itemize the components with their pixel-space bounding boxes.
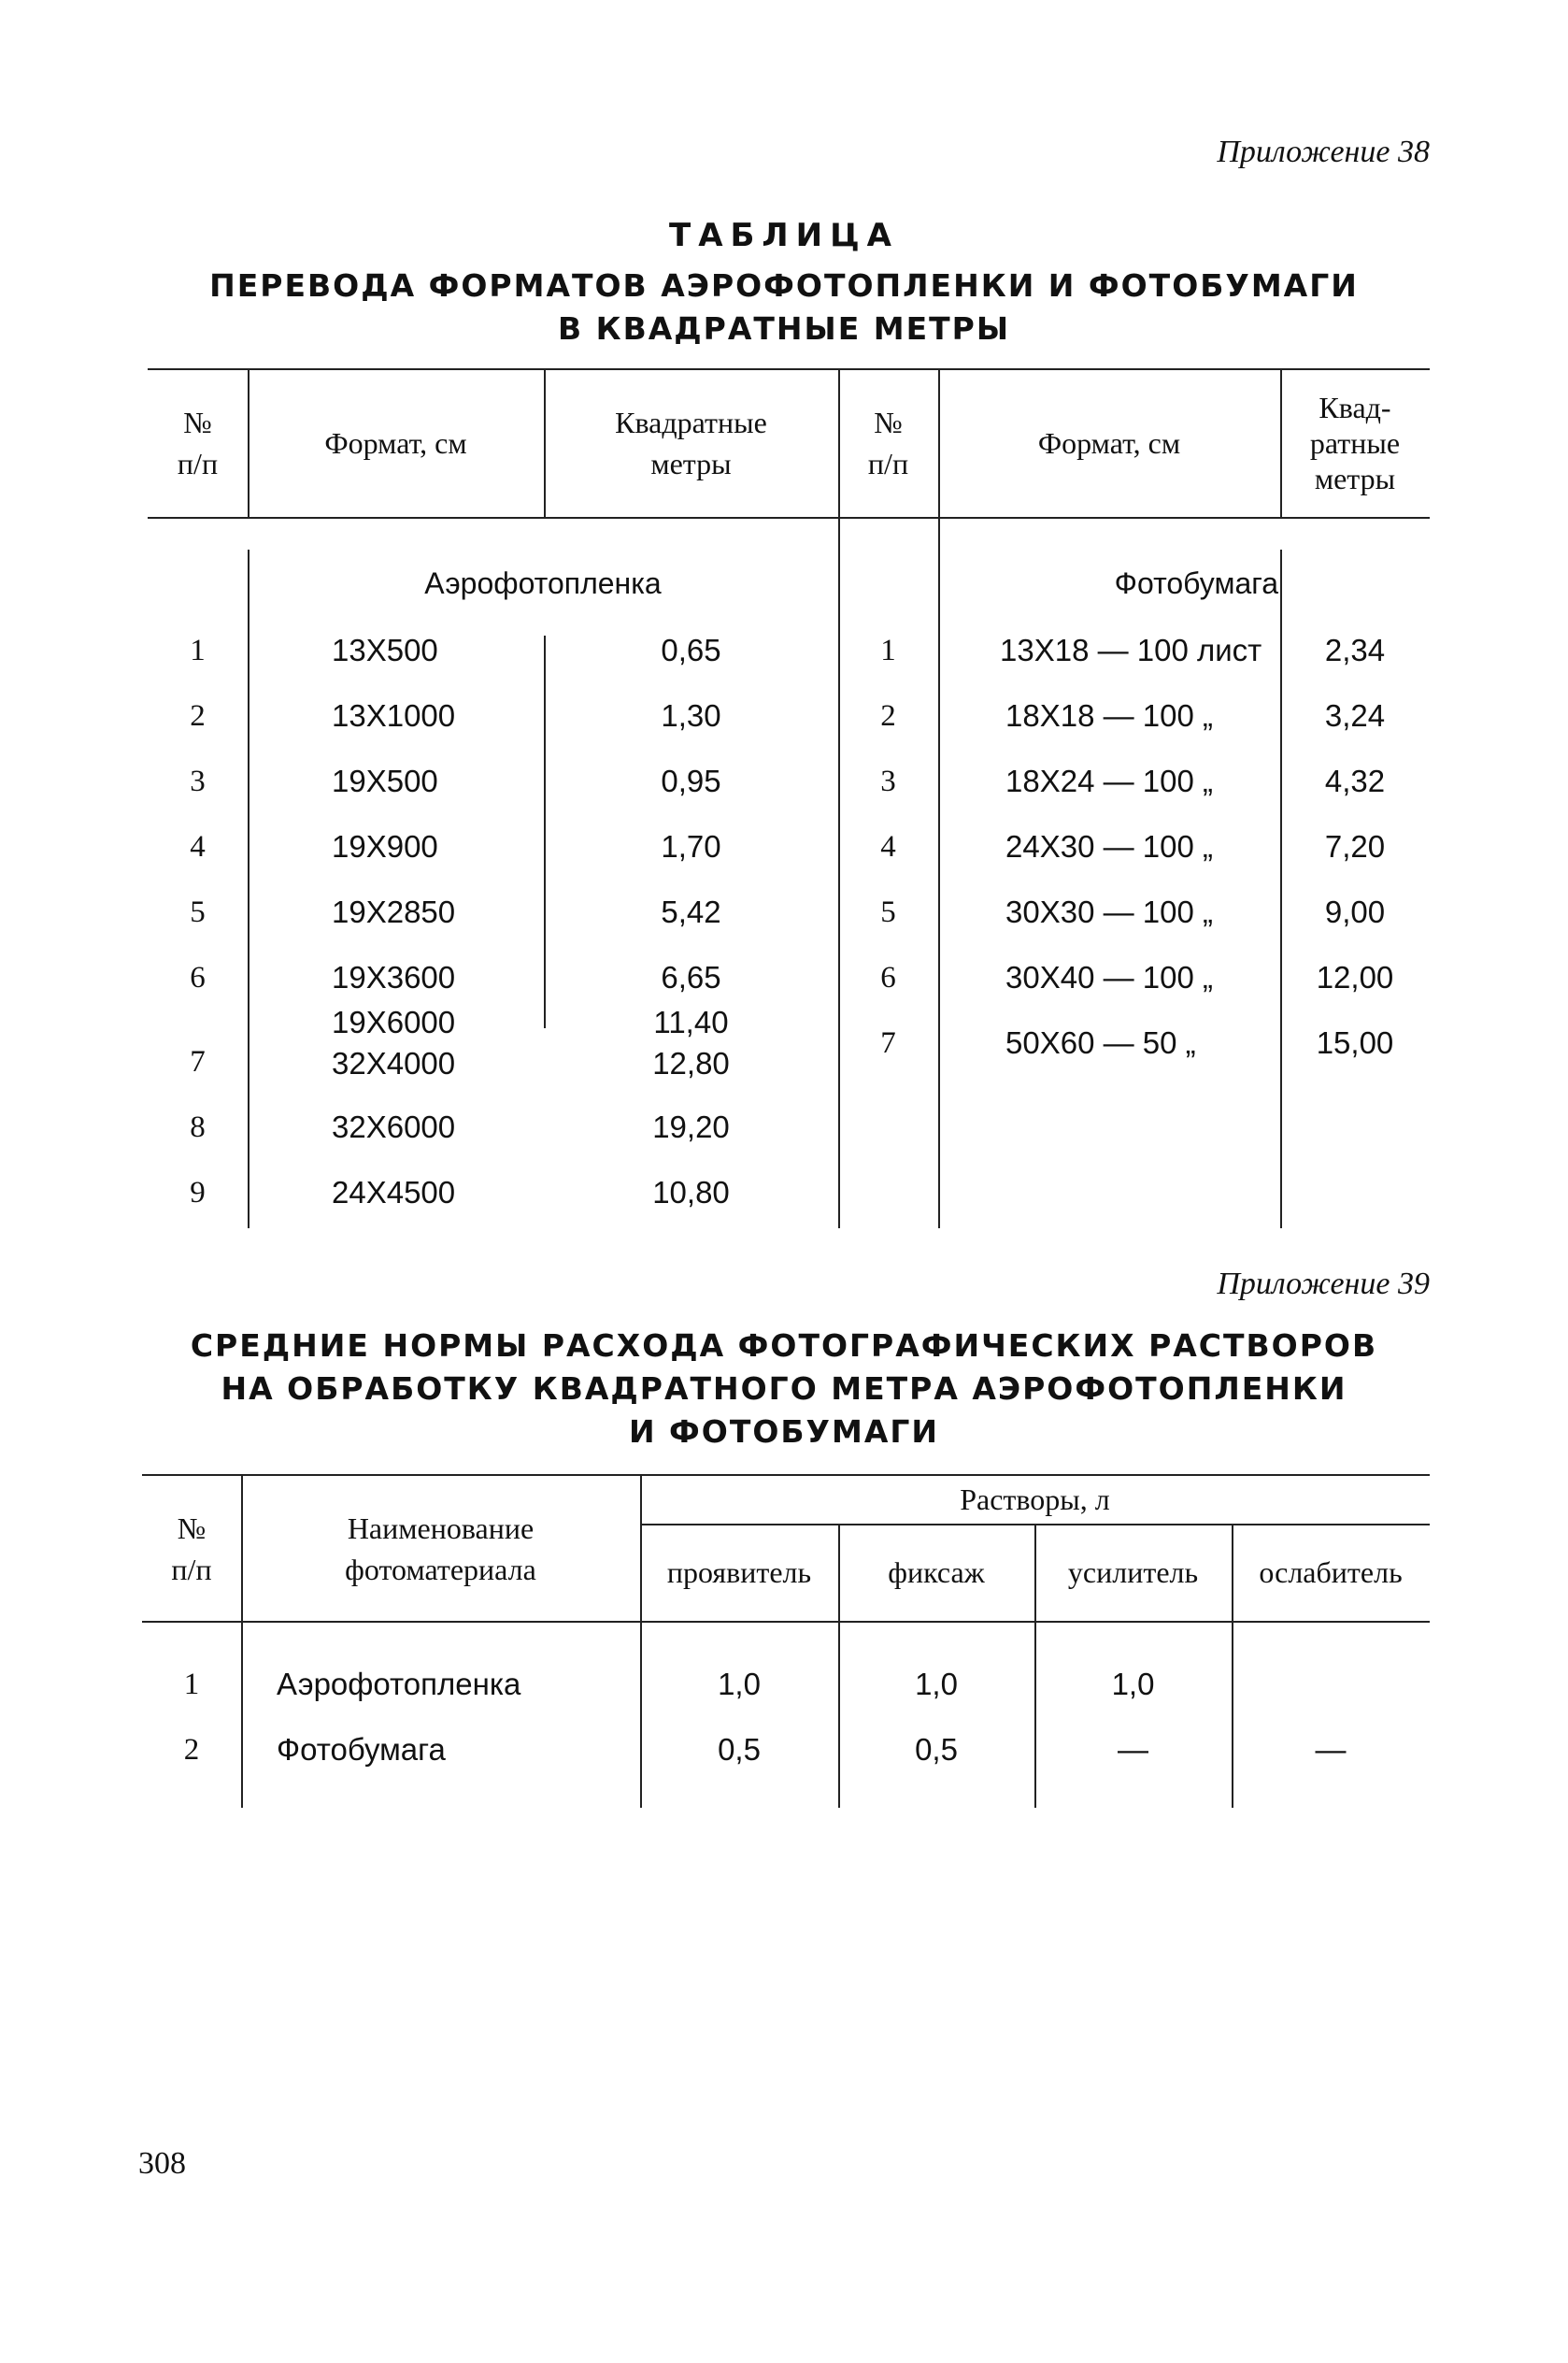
sqm-value: 12,00 xyxy=(1316,960,1394,995)
sqm-value: 7,20 xyxy=(1324,829,1386,864)
fixer-value: 0,5 xyxy=(915,1732,958,1767)
format-value: 19Х900 xyxy=(332,829,438,864)
format-value: 30Х40 — 100 „ xyxy=(1005,960,1213,995)
header-format: Формат, см xyxy=(324,426,467,460)
row-num: 4 xyxy=(880,830,896,864)
row-num: 6 xyxy=(190,961,206,995)
table-38-subtitle-1: ПЕРЕВОДА ФОРМАТОВ АЭРОФОТОПЛЕНКИ И ФОТОБУМАГИ xyxy=(209,267,1359,304)
format-value: 50Х60 — 50 „ xyxy=(1005,1025,1196,1060)
table-39-title-3: И ФОТОБУМАГИ xyxy=(628,1413,940,1450)
row-num: 2 xyxy=(183,1733,200,1767)
header-square-meters-2: метры xyxy=(650,447,732,480)
material-name: Фотобумага xyxy=(277,1732,446,1767)
reducer-value: — xyxy=(1315,1732,1347,1767)
row-num: 8 xyxy=(190,1110,206,1144)
sqm-value: 1,70 xyxy=(661,829,721,864)
header-num-symbol: № xyxy=(183,406,212,439)
format-value: 24Х4500 xyxy=(332,1175,456,1210)
header-num-symbol: № xyxy=(177,1511,207,1545)
format-value: 32Х6000 xyxy=(332,1110,456,1144)
row-num: 6 xyxy=(880,961,896,995)
row-num: 1 xyxy=(190,634,206,667)
appendix-39-label: Приложение 39 xyxy=(1217,1267,1430,1301)
table-38-body-divider xyxy=(248,550,249,1228)
table-39-header-divider xyxy=(241,1474,243,1621)
header-square-meters2-2: ратные xyxy=(1309,426,1401,460)
header-num-pp: п/п xyxy=(177,447,219,480)
sqm-value: 19,20 xyxy=(652,1110,730,1144)
format-value: 19Х2850 xyxy=(332,895,456,929)
row-num: 2 xyxy=(190,699,206,733)
sqm-value: 0,65 xyxy=(661,633,721,667)
header-num2-symbol: № xyxy=(874,406,903,439)
header-square-meters2-1: Квад- xyxy=(1319,391,1391,424)
format-value: 19Х500 xyxy=(332,764,438,798)
table-38-subtitle-2: В КВАДРАТНЫЕ МЕТРЫ xyxy=(557,310,1011,347)
section-photo-paper: Фотобумага xyxy=(1114,566,1278,600)
row-num: 5 xyxy=(880,895,896,929)
header-format2: Формат, см xyxy=(1037,426,1181,460)
header-material-name-1: Наименование xyxy=(347,1511,535,1545)
table-39-header-rule xyxy=(142,1621,1430,1623)
table-38-title: ТАБЛИЦА xyxy=(669,217,899,254)
row-num: 3 xyxy=(190,765,206,798)
material-name: Аэрофотопленка xyxy=(277,1667,521,1701)
developer-value: 1,0 xyxy=(718,1667,761,1701)
appendix-38-label: Приложение 38 xyxy=(1217,135,1430,169)
page-number: 308 xyxy=(138,2146,186,2181)
table-39-title-2: НА ОБРАБОТКУ КВАДРАТНОГО МЕТРА АЭРОФОТОПЛЕНКИ xyxy=(221,1370,1347,1407)
row-num: 5 xyxy=(190,895,206,929)
format-value: 32Х4000 xyxy=(332,1046,456,1081)
table-39-body-divider xyxy=(1034,1621,1036,1808)
table-38-body-divider xyxy=(938,517,940,1228)
header-material-name-2: фотоматериала xyxy=(345,1553,536,1586)
header-num2-pp: п/п xyxy=(867,447,909,480)
header-fixer: фиксаж xyxy=(888,1555,985,1589)
intensifier-value: 1,0 xyxy=(1111,1667,1155,1701)
row-num: 2 xyxy=(880,699,896,733)
section-aerial-film: Аэрофотопленка xyxy=(424,566,662,600)
row-num: 7 xyxy=(880,1026,896,1060)
header-intensifier: усилитель xyxy=(1067,1555,1199,1589)
sqm-value: 12,80 xyxy=(652,1046,730,1081)
header-num-pp: п/п xyxy=(171,1553,212,1586)
row-num: 1 xyxy=(880,634,896,667)
sqm-value: 6,65 xyxy=(661,960,721,995)
row-num: 3 xyxy=(880,765,896,798)
sqm-value: 15,00 xyxy=(1316,1025,1394,1060)
row-num: 7 xyxy=(190,1045,206,1079)
row-num: 1 xyxy=(183,1668,200,1701)
table-39-body-divider xyxy=(1232,1621,1233,1808)
format-value: 30Х30 — 100 „ xyxy=(1005,895,1213,929)
sqm-value: 1,30 xyxy=(661,698,721,733)
header-solutions: Растворы, л xyxy=(960,1482,1110,1516)
sqm-value: 4,32 xyxy=(1324,764,1386,798)
sqm-value: 11,40 xyxy=(653,1005,729,1039)
table-38-header-rule xyxy=(148,517,1430,519)
header-reducer: ослабитель xyxy=(1259,1555,1403,1589)
table-38-body-divider xyxy=(838,517,840,1228)
sqm-value: 9,00 xyxy=(1324,895,1386,929)
table-39-body-divider xyxy=(838,1621,840,1808)
table-38-top-rule xyxy=(148,368,1430,370)
format-value: 13Х500 xyxy=(332,633,438,667)
sqm-value: 5,42 xyxy=(661,895,721,929)
intensifier-value: — xyxy=(1118,1732,1148,1767)
header-square-meters2-3: метры xyxy=(1314,462,1396,495)
format-value: 19Х3600 xyxy=(332,960,456,995)
format-value: 24Х30 — 100 „ xyxy=(1005,829,1213,864)
sqm-value: 0,95 xyxy=(661,764,721,798)
row-num: 9 xyxy=(190,1176,206,1210)
header-developer: проявитель xyxy=(666,1555,812,1589)
format-value: 13Х1000 xyxy=(332,698,456,733)
table-39-body-divider xyxy=(640,1621,642,1808)
table-38-header-divider xyxy=(544,368,546,517)
table-38-header-divider xyxy=(838,368,840,517)
row-num: 4 xyxy=(190,830,206,864)
format-value: 18Х18 — 100 „ xyxy=(1005,698,1213,733)
fixer-value: 1,0 xyxy=(915,1667,958,1701)
header-square-meters-1: Квадратные xyxy=(615,406,767,439)
format-value: 13Х18 — 100 лист xyxy=(1000,633,1262,667)
developer-value: 0,5 xyxy=(718,1732,761,1767)
format-value: 18Х24 — 100 „ xyxy=(1005,764,1213,798)
table-39-top-rule xyxy=(142,1474,1430,1476)
table-39-title-1: СРЕДНИЕ НОРМЫ РАСХОДА ФОТОГРАФИЧЕСКИХ РАСТВОРОВ xyxy=(190,1327,1378,1364)
sqm-value: 10,80 xyxy=(652,1175,730,1210)
sqm-value: 2,34 xyxy=(1324,633,1386,667)
table-39-body-divider xyxy=(241,1621,243,1808)
format-value: 19Х6000 xyxy=(332,1005,456,1039)
sqm-value: 3,24 xyxy=(1324,698,1386,733)
